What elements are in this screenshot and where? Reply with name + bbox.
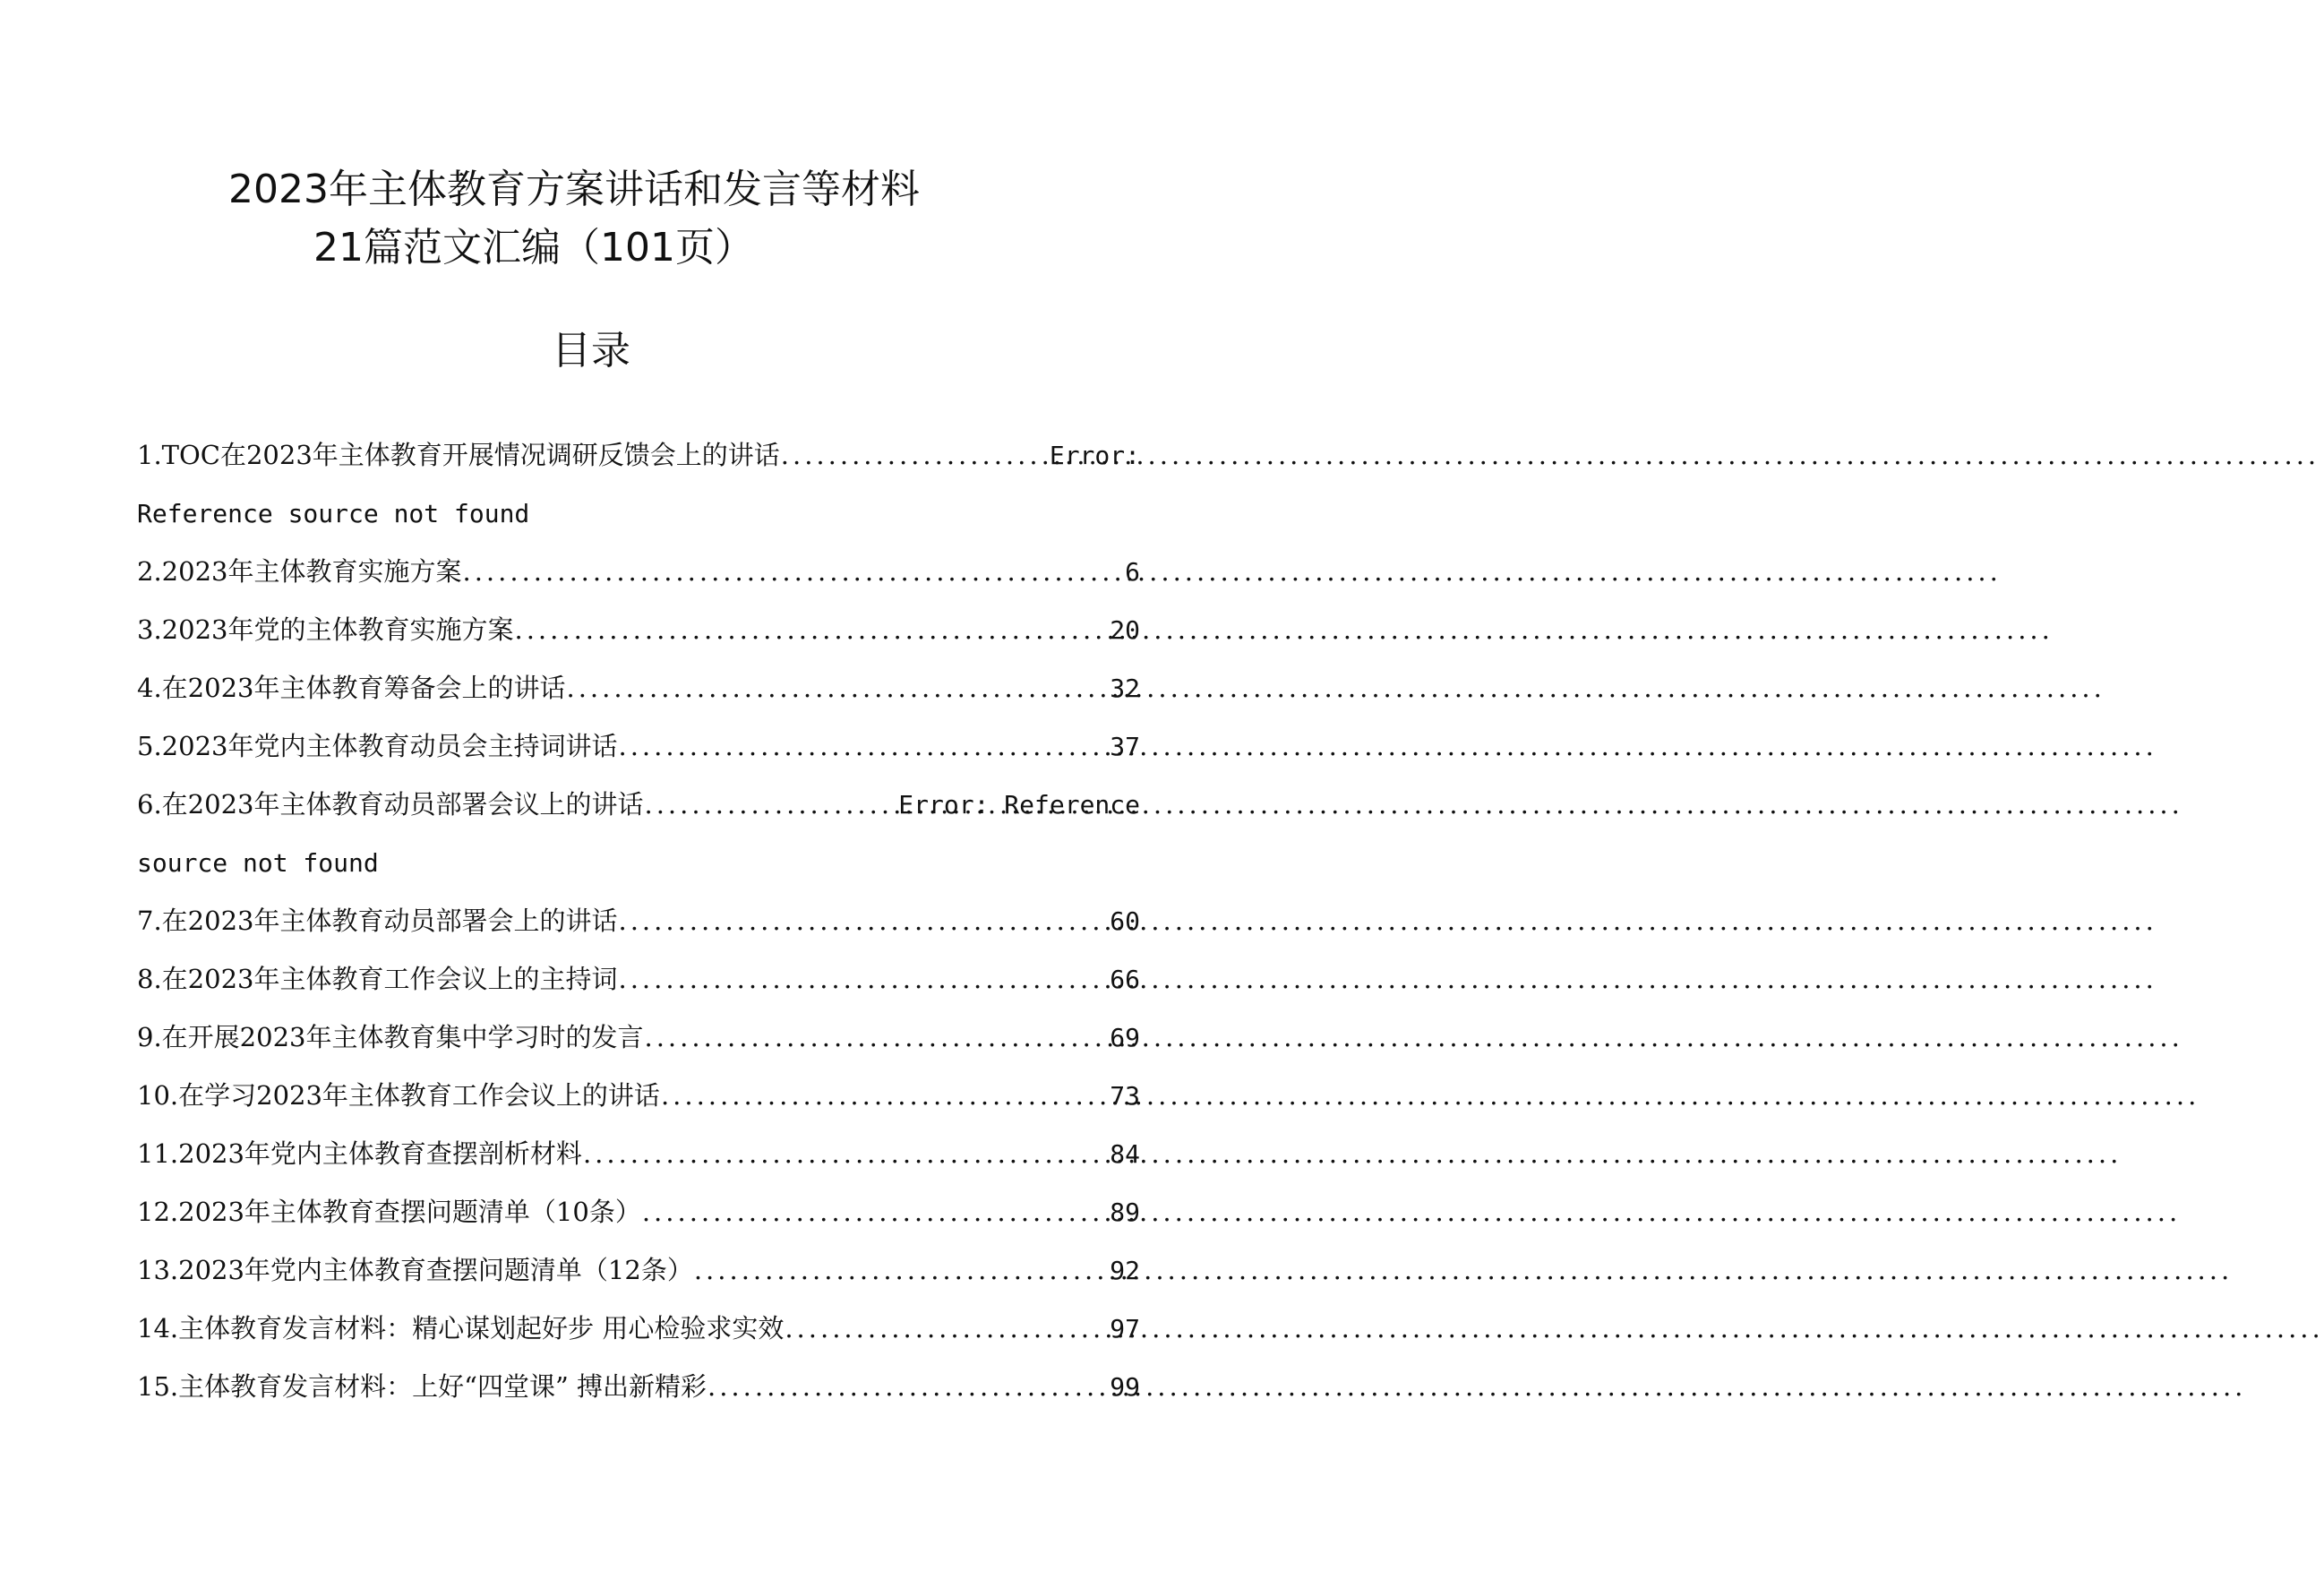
toc-item bbox=[137, 659, 1140, 717]
toc-entry-title: 7.在2023年主体教育动员部署会上的讲话 bbox=[137, 906, 618, 936]
toc-dot-leader bbox=[617, 892, 1110, 950]
toc-entry-link[interactable] bbox=[137, 1009, 1140, 1067]
toc-item bbox=[137, 601, 1140, 659]
toc-item bbox=[137, 543, 1140, 601]
toc-entry-title: 6.在2023年主体教育动员部署会议上的讲话 bbox=[137, 789, 644, 820]
toc-entry-title: 5.2023年党内主体教育动员会主持词讲话 bbox=[137, 731, 618, 761]
toc-entry-page: 73 bbox=[1110, 1081, 1140, 1111]
toc-entry-link[interactable] bbox=[137, 1300, 1140, 1358]
toc-dot-leader bbox=[617, 950, 1110, 1009]
toc-entry-page: 60 bbox=[1110, 906, 1140, 936]
toc-entry-title: 1.TOC在2023年主体教育开展情况调研反馈会上的讲话 bbox=[137, 440, 780, 470]
toc-entry-page: 97 bbox=[1110, 1314, 1140, 1344]
toc-item bbox=[137, 1125, 1140, 1183]
toc-entry-title: 9.在开展2023年主体教育集中学习时的发言 bbox=[137, 1022, 644, 1052]
toc-dot-leader bbox=[641, 1183, 1110, 1241]
toc-entry-page: Error: Reference bbox=[898, 790, 1140, 820]
toc-entry-title: 4.在2023年主体教育筹备会上的讲话 bbox=[137, 673, 566, 703]
toc-dot-leader bbox=[617, 717, 1110, 776]
toc-entry-title: 8.在2023年主体教育工作会议上的主持词 bbox=[137, 964, 618, 994]
toc-entry-link[interactable] bbox=[137, 1125, 1140, 1183]
toc-entry-link[interactable] bbox=[137, 1358, 1140, 1416]
document-page bbox=[0, 0, 1140, 1571]
toc-entry-page: 92 bbox=[1110, 1256, 1140, 1285]
toc-dot-leader bbox=[513, 601, 1110, 659]
toc-item bbox=[137, 717, 1140, 776]
toc-item bbox=[137, 1358, 1140, 1416]
toc-dot-leader bbox=[784, 1300, 1110, 1358]
toc-item bbox=[137, 1183, 1140, 1241]
toc-entry-page: Error: bbox=[1049, 441, 1140, 470]
toc-entry-title: 14.主体教育发言材料：精心谋划起好步 用心检验求实效 bbox=[137, 1313, 785, 1344]
table-of-contents bbox=[137, 426, 1140, 1416]
toc-entry-link[interactable] bbox=[137, 659, 1140, 717]
toc-item bbox=[137, 776, 1140, 834]
toc-entry-page: 89 bbox=[1110, 1198, 1140, 1227]
toc-dot-leader bbox=[565, 659, 1110, 717]
toc-item bbox=[137, 1067, 1140, 1125]
document-title-line-2: 21篇范文汇编（101页） bbox=[313, 225, 754, 270]
toc-item bbox=[137, 892, 1140, 950]
toc-entry-page: 69 bbox=[1110, 1023, 1140, 1052]
toc-entry-link[interactable] bbox=[137, 950, 1140, 1009]
toc-entry-link[interactable] bbox=[137, 892, 1140, 950]
toc-dot-leader bbox=[461, 543, 1125, 601]
toc-item bbox=[137, 1009, 1140, 1067]
toc-entry-link[interactable] bbox=[137, 1241, 1140, 1300]
toc-entry-link[interactable] bbox=[137, 426, 1140, 485]
toc-entry-title: 3.2023年党的主体教育实施方案 bbox=[137, 614, 514, 645]
toc-entry-page: 20 bbox=[1110, 615, 1140, 645]
toc-dot-leader bbox=[707, 1358, 1110, 1416]
toc-entry-link[interactable] bbox=[137, 776, 1140, 834]
toc-entry-title: 11.2023年党内主体教育查摆剖析材料 bbox=[137, 1138, 582, 1169]
toc-heading: 目录 bbox=[552, 328, 630, 373]
toc-entry-title: 10.在学习2023年主体教育工作会议上的讲话 bbox=[137, 1080, 660, 1111]
toc-entry-continuation: Reference source not found bbox=[137, 499, 530, 528]
toc-item bbox=[137, 1300, 1140, 1358]
toc-item bbox=[137, 1241, 1140, 1300]
toc-entry-page: 32 bbox=[1110, 674, 1140, 703]
toc-entry-link[interactable] bbox=[137, 601, 1140, 659]
toc-entry-page: 84 bbox=[1110, 1139, 1140, 1169]
document-title-line-1: 2023年主体教育方案讲话和发言等材料 bbox=[228, 167, 920, 212]
toc-entry-link[interactable] bbox=[137, 1067, 1140, 1125]
toc-entry-title: 15.主体教育发言材料：上好“四堂课” 搏出新精彩 bbox=[137, 1371, 707, 1402]
toc-entry-page: 99 bbox=[1110, 1372, 1140, 1402]
toc-entry-title: 2.2023年主体教育实施方案 bbox=[137, 556, 462, 587]
toc-item bbox=[137, 950, 1140, 1009]
toc-entry-page: 66 bbox=[1110, 965, 1140, 994]
toc-dot-leader bbox=[643, 776, 898, 834]
toc-entry-title: 13.2023年党内主体教育查摆问题清单（12条） bbox=[137, 1255, 693, 1285]
toc-entry-page: 37 bbox=[1110, 732, 1140, 761]
toc-dot-leader bbox=[693, 1241, 1110, 1300]
toc-entry-link[interactable] bbox=[137, 717, 1140, 776]
toc-dot-leader bbox=[582, 1125, 1110, 1183]
toc-dot-leader bbox=[660, 1067, 1110, 1125]
toc-entry-continuation: source not found bbox=[137, 848, 379, 878]
toc-dot-leader bbox=[780, 426, 1050, 485]
toc-dot-leader bbox=[643, 1009, 1110, 1067]
toc-entry-link[interactable] bbox=[137, 1183, 1140, 1241]
toc-entry-link[interactable] bbox=[137, 543, 1140, 601]
toc-entry-page: 6 bbox=[1125, 557, 1140, 587]
toc-item bbox=[137, 426, 1140, 485]
toc-entry-title: 12.2023年主体教育查摆问题清单（10条） bbox=[137, 1197, 641, 1227]
